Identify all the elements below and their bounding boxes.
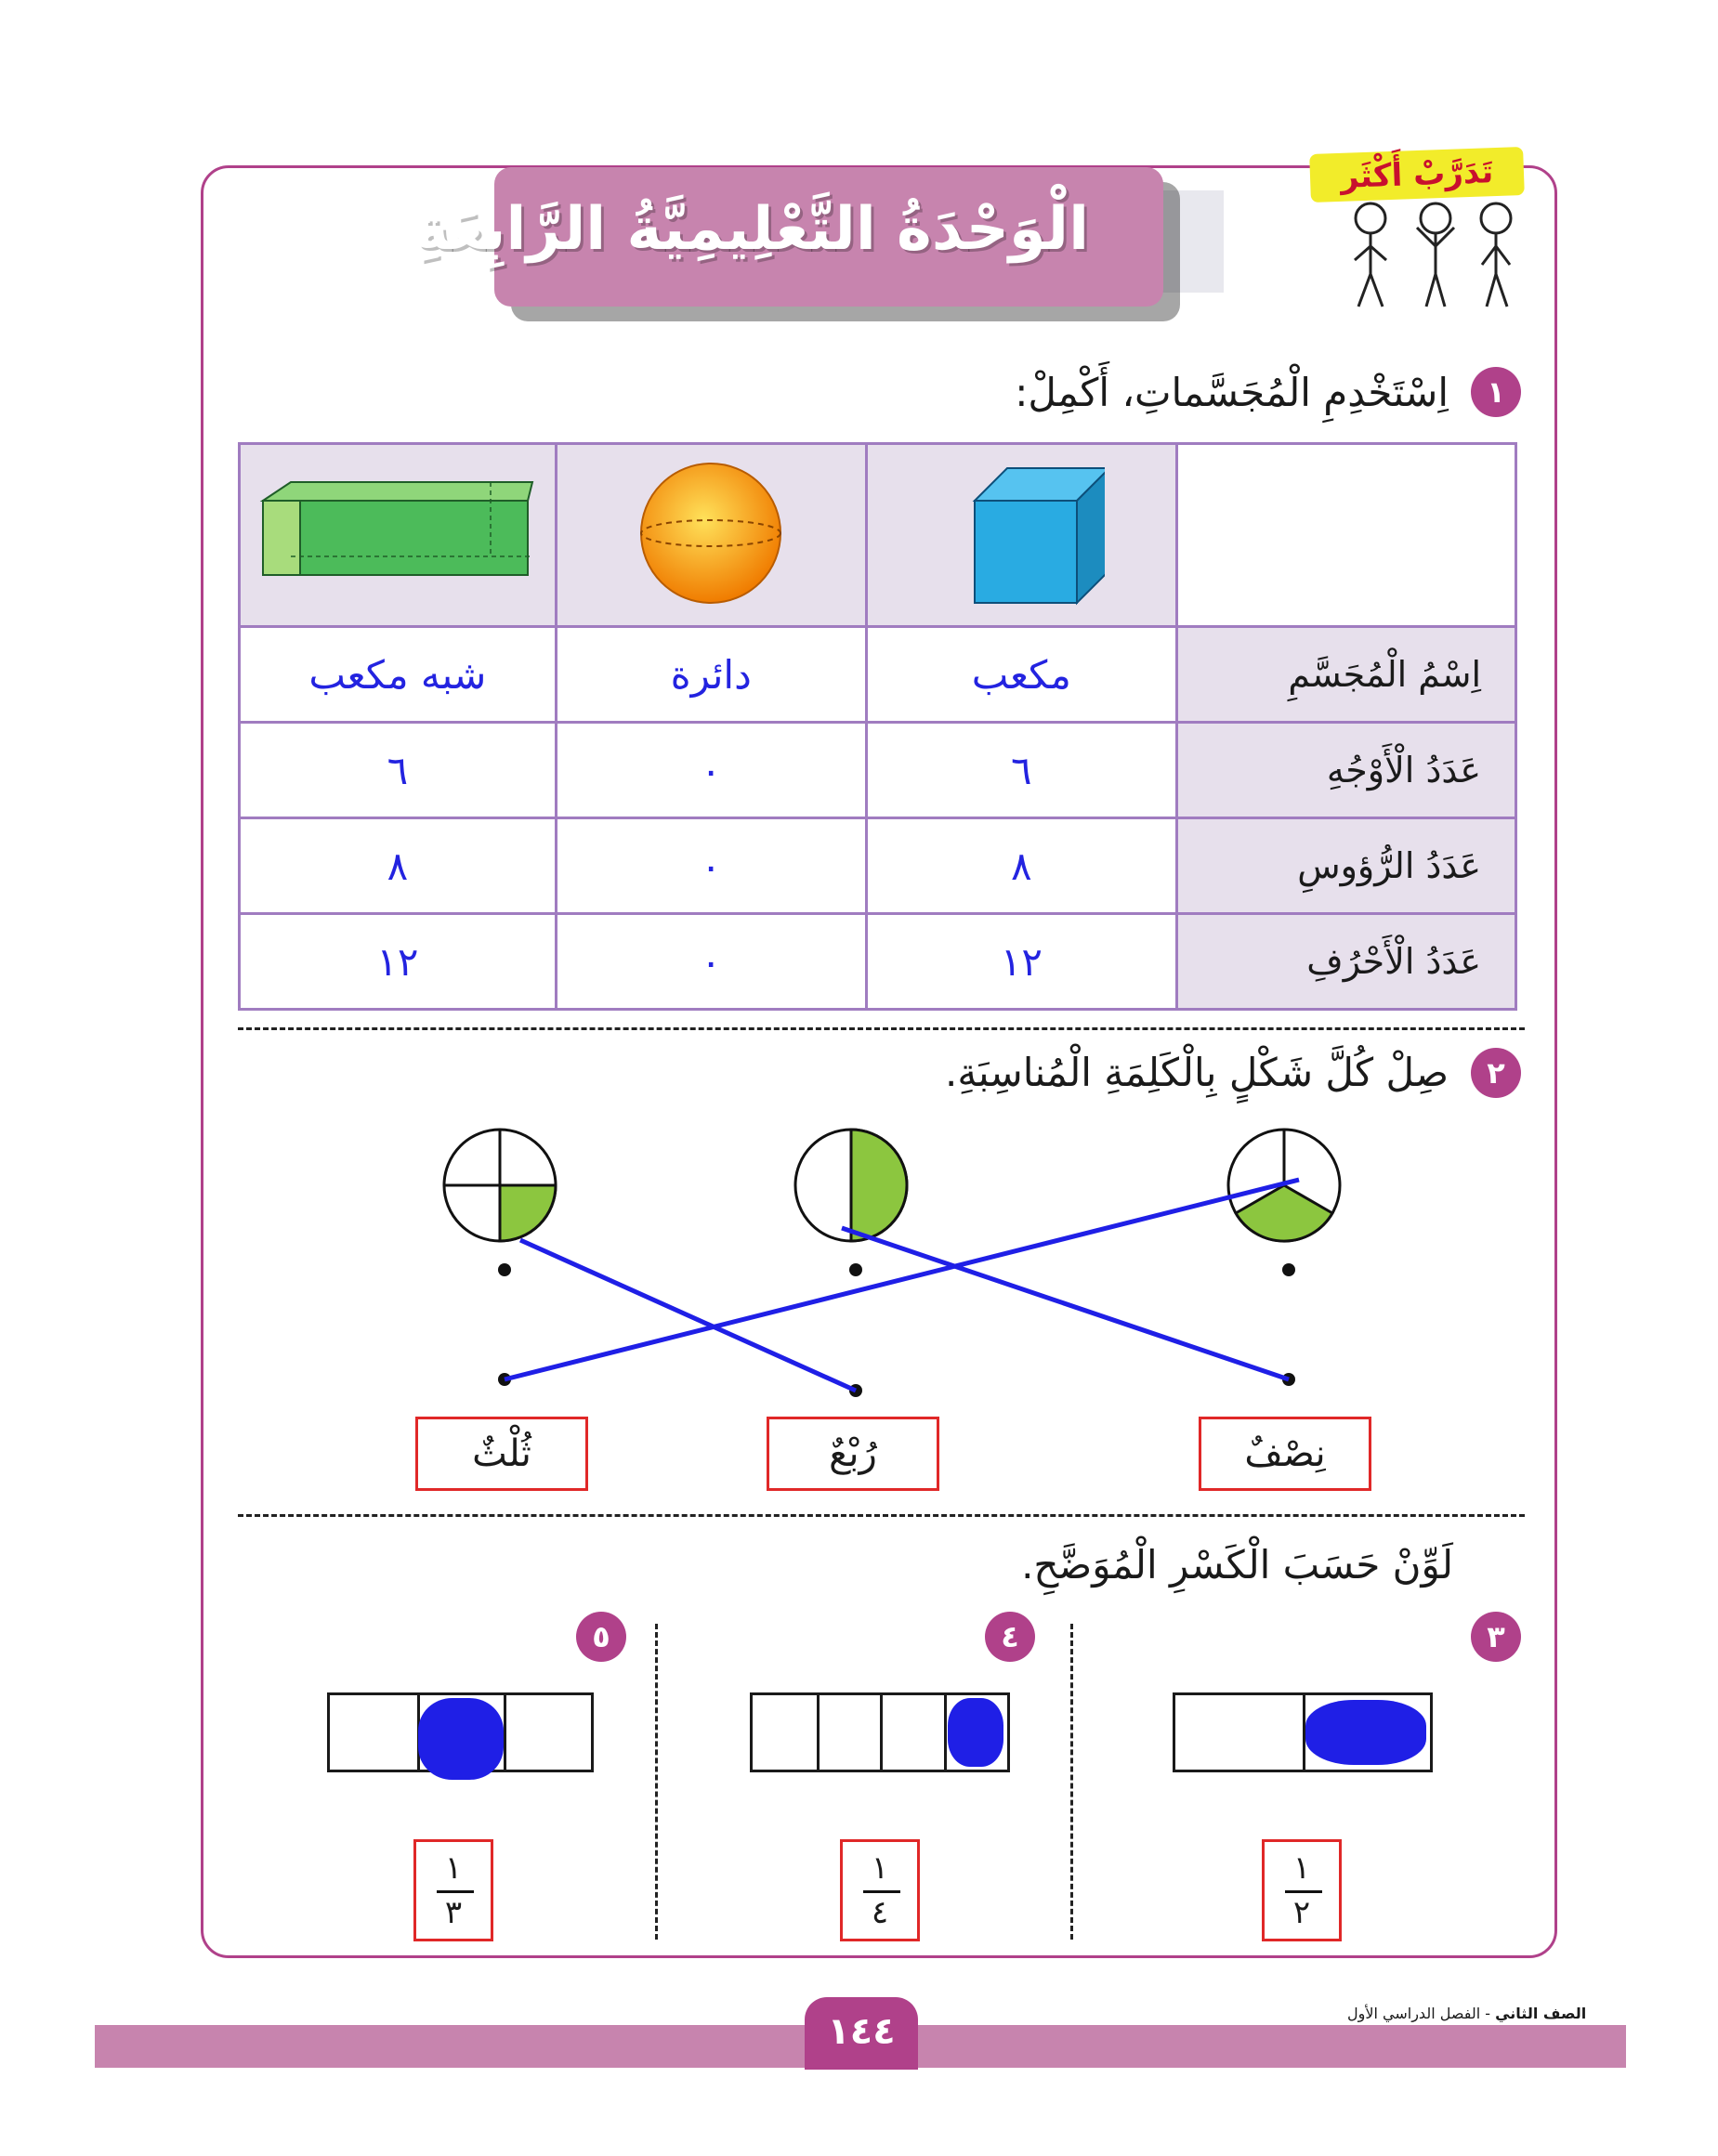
match-line [520,1240,856,1391]
word-half[interactable]: نِصْفٌ [1199,1417,1371,1491]
match-line [505,1180,1299,1379]
question-5-number: ٥ [576,1612,626,1662]
footer-term: - الفصل الدراسي الأول [1347,2005,1490,2022]
answer-cell[interactable]: ٦ [866,723,1176,818]
fraction-line [437,1890,474,1893]
question-4-number: ٤ [985,1612,1035,1662]
bar-cell[interactable] [880,1695,944,1770]
fraction-line [1285,1890,1322,1893]
fraction-label [840,1839,920,1941]
page-number: ١٤٤ [805,1997,918,2070]
unit-title: الْوَحْدَةُ التَّعْلِيمِيَّةُ الرَّابِعَةِ [413,195,1089,264]
numerator: ١ [444,1849,463,1887]
coloring-scribble [418,1698,504,1780]
coloring-scribble [1305,1700,1426,1765]
answer-cell[interactable]: ٨ [240,818,557,914]
denominator: ٢ [1292,1894,1311,1931]
question-3-text: لَوِّنْ حَسَبَ الْكَسْرِ الْمُوَضَّحِ. [1021,1542,1453,1588]
footer-caption [1347,2005,1586,2022]
fraction-label [1262,1839,1342,1941]
question-2-number: ٢ [1471,1048,1521,1098]
bar-cell[interactable] [330,1695,417,1770]
numerator: ١ [1292,1849,1311,1887]
bar-cell[interactable] [1175,1695,1303,1770]
numerator: ١ [871,1849,889,1887]
fraction-label [413,1839,493,1941]
answer-cell[interactable]: ٠ [556,914,866,1010]
row-label: عَدَدُ الرُّؤوسِ [1177,818,1516,914]
answer-cell[interactable]: ٨ [866,818,1176,914]
answer-cell[interactable]: ١٢ [240,914,557,1010]
bar-cell[interactable] [753,1695,817,1770]
row-label: عَدَدُ الْأَحْرُفِ [1177,914,1516,1010]
footer-grade: الصف الثاني [1495,2005,1587,2022]
row-label: عَدَدُ الْأَوْجُهِ [1177,723,1516,818]
question-3-number: ٣ [1471,1612,1521,1662]
row-label: اِسْمُ الْمُجَسَّمِ [1177,627,1516,723]
question-1-text: اِسْتَخْدِمِ الْمُجَسَّماتِ، أَكْمِلْ: [1015,370,1449,415]
answer-cell[interactable]: دائرة [556,627,866,723]
answer-cell[interactable]: ٠ [556,818,866,914]
answer-cell[interactable]: مكعب [866,627,1176,723]
answer-cell[interactable]: ٦ [240,723,557,818]
word-quarter[interactable]: رُبْعٌ [767,1417,939,1491]
coloring-scribble [948,1698,1003,1767]
answer-cell[interactable]: ١٢ [866,914,1176,1010]
section-divider [238,1514,1525,1517]
bar-cell[interactable] [817,1695,881,1770]
denominator: ٤ [871,1894,889,1931]
column-divider [1070,1624,1073,1940]
answer-cell[interactable]: ٠ [556,723,866,818]
question-1-number: ١ [1471,367,1521,417]
bar-cell[interactable] [504,1695,591,1770]
question-2-text: صِلْ كُلَّ شَكْلٍ بِالْكَلِمَةِ الْمُناسِبَةِ. [944,1050,1449,1095]
practice-label: تَدَرَّبْ أَكْثَر [1309,147,1525,203]
answer-cell[interactable]: شبه مكعب [240,627,557,723]
denominator: ٣ [444,1894,463,1931]
fraction-line [863,1890,900,1893]
match-line [842,1228,1289,1379]
word-third[interactable]: ثُلْثٌ [415,1417,588,1491]
column-divider [655,1624,658,1940]
